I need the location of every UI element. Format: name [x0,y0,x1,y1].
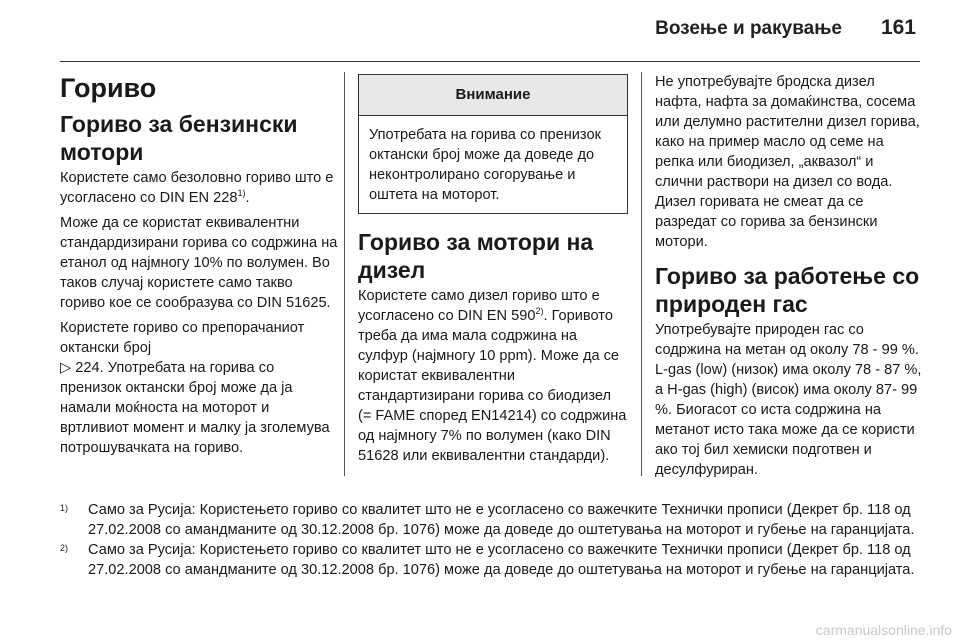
column-2 [358,72,628,471]
footnote-2 [60,540,922,580]
footnote-1 [60,500,922,540]
paragraph-diesel-restrictions: Не употребувајте бродска дизел нафта, нафта за домаќинства, сосема или делумно растителни дизел горива, како на пример масло од семе на репка или биодизел, „аквазол“ и слични раствори на дизел со вода. Дизел горивата не смеат да се разредат со горива за бензински мотори. [655,74,920,250]
page-ref-arrow-icon: ▷ [60,360,72,376]
footnote-ref-1[interactable]: 1) [237,188,246,199]
footnote-ref-2[interactable]: 2) [535,306,544,317]
subsection-title-natural-gas: Гориво за работење со природен гас [655,263,920,317]
column-1 [60,72,338,463]
paragraph-petrol-standard: Користете само безоловно гориво што е усогласено со DIN EN 228$^{1)}$. [60,170,334,206]
footnote-mark-1: 1) [60,503,69,513]
paragraph-diesel: Користете само дизел гориво што е усогласено со DIN EN 590$^{2)}$. Горивото треба да има мала содржина на сулфур (најмногу 10 ppm). Може да се користат еквивалентни стандартизирани горива со биодизел (= FAME според EN14214) со содржина од најмногу 7% по волумен (како DIN 51628 или еквивалентни стандарди). [358,288,627,464]
watermark: carmanualsonline.info [815,622,952,638]
subsection-title-petrol: Гориво за бензински мотори [60,111,298,165]
warning-text: Употребата на горива со пренизок октански број може да доведе до неконтролирано согорување и оштета на моторот. [369,127,601,203]
header-divider [60,61,920,62]
warning-box [358,74,628,214]
paragraph-ethanol: Може да се користат еквивалентни стандардизирани горива со содржина на етанол од најмногу 10% по волумен. Во таков случај користете само такво гориво кое се сообразува со DIN 51625. [60,215,338,311]
subsection-title-diesel: Гориво за мотори на дизел [358,229,594,283]
footnote-text-2: Само за Русија: Користењето гориво со квалитет што не е усогласено со важечките Технички прописи (Декрет бр. 118 од 27.02.2008 со амандманите од 30.12.2008 бр. 1076) може да доведе до оштетувања на моторот и губење на гаранцијата. [88,542,915,578]
page-header [0,0,960,56]
footnote-text-1: Само за Русија: Користењето гориво со квалитет што не е усогласено со важечките Технички прописи (Декрет бр. 118 од 27.02.2008 со амандманите од 30.12.2008 бр. 1076) може да доведе до оштетувања на моторот и губење на гаранцијата. [88,502,915,538]
footnotes [60,500,922,580]
warning-title: Внимание [359,75,627,116]
column-divider-2 [641,72,642,476]
section-title: Гориво [60,73,157,103]
column-divider-1 [344,72,345,476]
page-number: 161 [880,16,916,39]
running-header-title: Возење и ракување [655,18,842,39]
paragraph-natural-gas: Употребувајте природен гас со содржина на метан од околу 78 - 99 %. L-gas (low) (низок) има околу 78 - 87 %, а H-gas (high) (висок) има околу 87- 99 %. Биогасот со иста содржина на метанот исто така може да се користи ако тој бил хемиски подготвен и десулфуриран. [655,322,922,478]
column-3 [655,72,925,485]
paragraph-octane: Користете гориво со препорачаниот октански број ▷ 224. Употребата на горива со пренизок октански број може да ја намали моќноста на моторот и вртливиот момент и малку ја зголемува потрошувачката на гориво. [60,320,330,456]
footnote-mark-2: 2) [60,543,69,553]
page-ref-link[interactable]: 224 [75,360,100,376]
